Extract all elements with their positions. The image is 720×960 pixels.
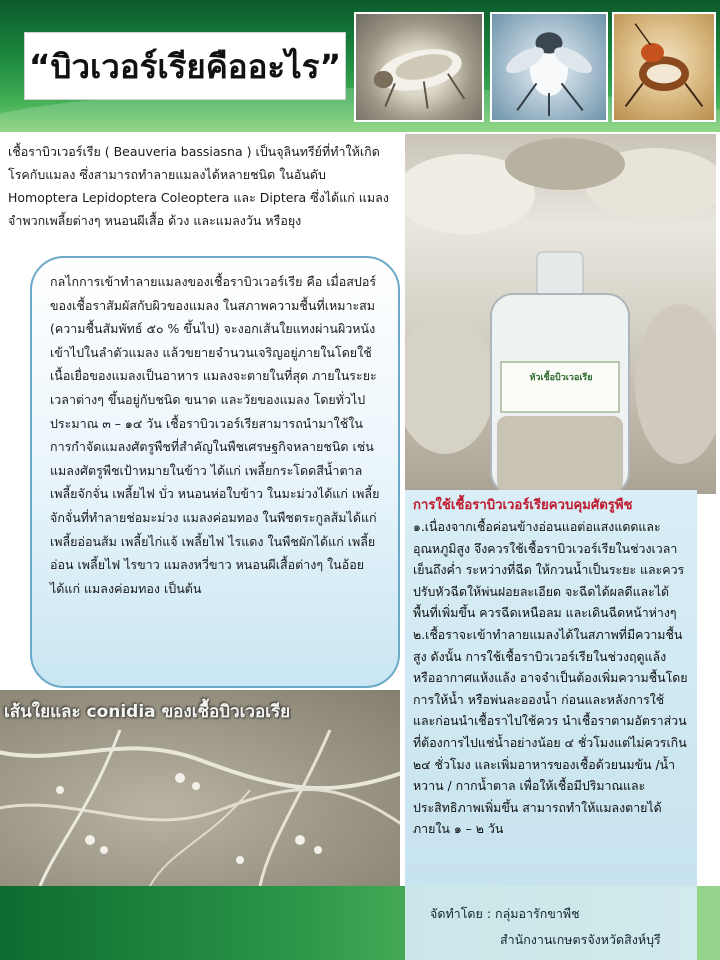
- usage-panel: [405, 490, 697, 936]
- usage-point-2: ๒.เชื้อราจะเข้าทำลายแมลงได้ในสภาพที่มีความชื้นสูง ดังนั้น การใช้เชื้อราบิวเวอร์เรียในช่วงฤดูแล้ง หรืออากาศแห้งแล้ง อาจจำเป็นต้องเพิ่มความชื้นโดยการให้น้ำ หรือพ่นละอองน้ำ ก่อนและหลังการใช้ และก่อนนำเชื้อราไปใช้ควร นำเชื้อราตามอัตราส่วนที่ต้องการไปแช่น้ำอย่างน้อย ๔ ชั่วโมงแต่ไม่ควรเกิน ๒๔ ชั่วโมง และเพิ่มอาหารของเชื้อด้วยนมข้น /น้ำหวาน / กากน้ำตาล เพื่อให้เชื้อมีปริมาณและประสิทธิภาพเพิ่มขึ้น สามารถทำให้แมลงตายได้ภายใน ๑ – ๒ วัน: [413, 626, 688, 837]
- bottle-illustration: [405, 134, 716, 494]
- footer-made-by: จัดทำโดย : กลุ่มอารักขาพืช: [430, 906, 580, 921]
- title-box: [24, 32, 346, 100]
- infected-insect-photo-1: [354, 12, 484, 122]
- header-band: [0, 0, 720, 132]
- page-title: “บิวเวอร์เรียคืออะไร”: [28, 46, 342, 86]
- footer-office: สำนักงานเกษตรจังหวัดสิงห์บุรี: [500, 932, 661, 947]
- inoculum-bottle-photo: [405, 134, 716, 494]
- infected-insect-photo-3: [612, 12, 716, 122]
- microscope-photo: [0, 690, 400, 886]
- infected-insect-photo-2: [490, 12, 608, 122]
- usage-heading: การใช้เชื้อราบิวเวอร์เรียควบคุมศัตรูพืช: [413, 498, 633, 513]
- insect-2-illustration: [492, 14, 606, 120]
- footer-band: [0, 886, 720, 960]
- bottle-label: หัวเชื้อบิวเวอเรีย: [529, 373, 593, 383]
- insect-3-illustration: [614, 14, 714, 120]
- insect-1-illustration: [356, 14, 482, 120]
- mechanism-box: [30, 256, 400, 688]
- microscope-caption: เส้นใยและ conidia ของเชื้อบิวเวอเรีย: [4, 702, 291, 722]
- mechanism-paragraph: กลไกการเข้าทำลายแมลงของเชื้อราบิวเวอร์เรีย คือ เมื่อสปอร์ของเชื้อราสัมผัสกับผิวของแมลง ในสภาพความชื้นที่เหมาะสม (ความชื้นสัมพัทธ์ ๕๐ % ขึ้นไป) จะงอกเส้นใยแทงผ่านผิวหนังเข้าไปในลำตัวแมลง แล้วขยายจำนวนเจริญอยู่ภายในโดยใช้เนื้อเยื่อของแมลงเป็นอาหาร แมลงจะตายในที่สุด ภายในระยะเวลาต่างๆ ขึ้นอยู่กับชนิด ขนาด และวัยของแมลง โดยทั่วไปประมาณ ๓ – ๑๔ วัน เชื้อราบิวเวอร์เรียสามารถนำมาใช้ในการกำจัดแมลงศัตรูพืชที่สำคัญในพืชเศรษฐกิจหลายชนิด เช่น แมลงศัตรูพืชเป้าหมายในข้าว ได้แก่ เพลี้ยกระโดดสีน้ำตาล เพลี้ยจักจั่น เพลี้ยไฟ บั่ว หนอนห่อใบข้าว ในมะม่วงได้แก่ เพลี้ยจักจั่นที่ทำลายช่อมะม่วง แมลงค่อมทอง ในพืชตระกูลส้มได้แก่ เพลี้ยอ่อนส้ม เพลี้ยไก่แจ้ เพลี้ยไฟ ไรแดง ในพืชผักได้แก่ เพลี้ยอ่อน เพลี้ยไฟ ไรขาว แมลงหวี่ขาว หนอนผีเสื้อต่างๆ ในอ้อยได้แก่ แมลงค่อมทอง เป็นต้น: [50, 274, 380, 596]
- usage-point-1: ๑.เนื่องจากเชื้อค่อนข้างอ่อนแอต่อแสงแดดและอุณหภูมิสูง จึงควรใช้เชื้อราบิวเวอร์เรียในช่วงเวลาเย็นถึงค่ำ ระหว่างที่ฉีด ให้กวนน้ำเป็นระยะ และควรปรับหัวฉีดให้พ่นฝอยละเอียด จะฉีดได้ผลดีและได้พื้นที่เพิ่มขึ้น ควรฉีดเหนือลม และเดินฉีดหน้าห่างๆ: [413, 519, 685, 621]
- intro-paragraph: เชื้อราบิวเวอร์เรีย ( Beauveria bassiasna ) เป็นจุลินทรีย์ที่ทำให้เกิดโรคกับแมลง ซึ่งสามารถทำลายแมลงได้หลายชนิด ในอันดับ Homoptera Lepidoptera Coleoptera และ Diptera ซึ่งได้แก่ แมลงจำพวกเพลี้ยต่างๆ หนอนผีเสื้อ ด้วง และแมลงวัน หรือยุง: [8, 144, 389, 228]
